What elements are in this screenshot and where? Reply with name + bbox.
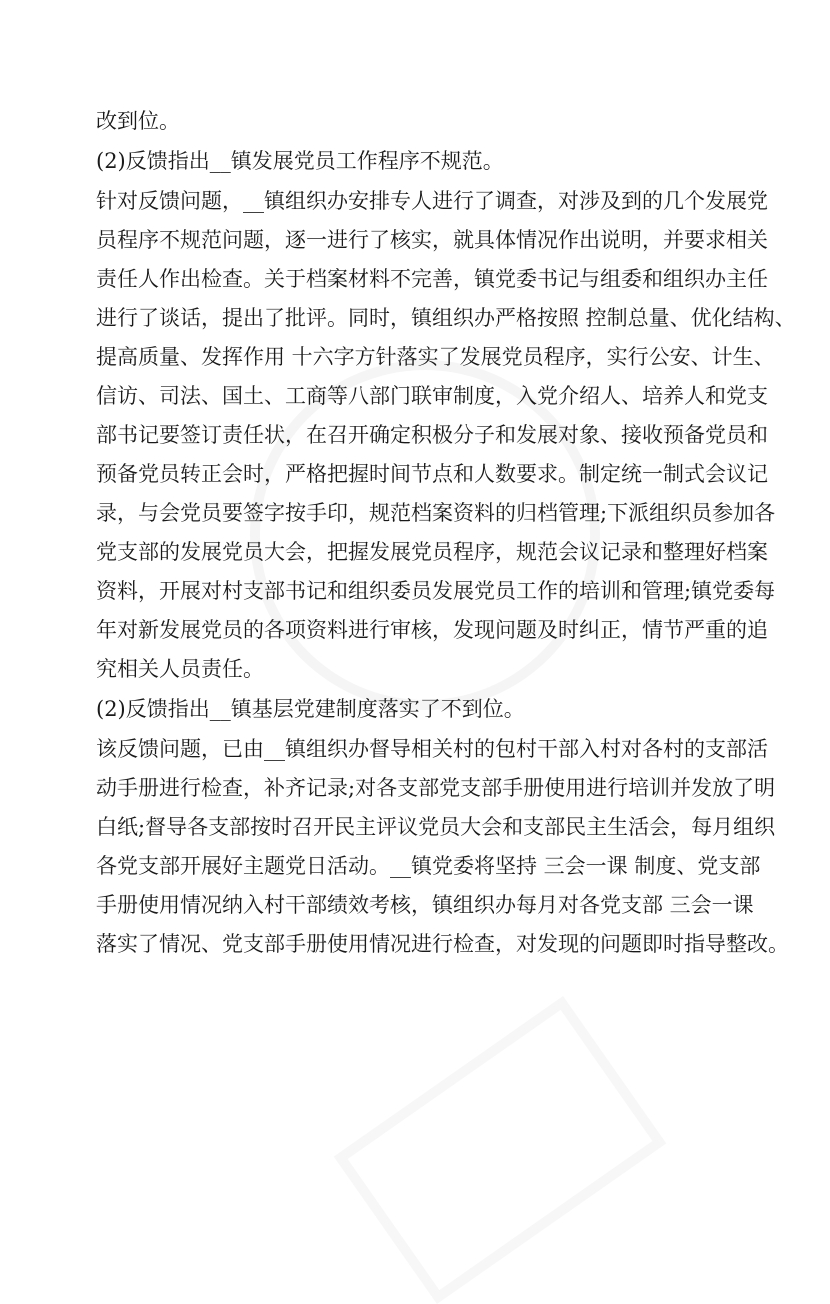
text-line: 责任人作出检查。关于档案材料不完善，镇党委书记与组委和组织办主任	[96, 267, 768, 291]
text-line: 针对反馈问题，__镇组织办安排专人进行了调查，对涉及到的几个发展党	[96, 189, 768, 213]
text-line: 落实了情况、党支部手册使用情况进行检查，对发现的问题即时指导整改。	[96, 932, 789, 956]
text-line: (2)反馈指出__镇发展党员工作程序不规范。	[96, 149, 504, 173]
text-line: (2)反馈指出__镇基层党建制度落实了不到位。	[96, 697, 525, 721]
text-line: 改到位。	[96, 109, 180, 133]
text-line: 进行了谈话，提出了批评。同时，镇组织办严格按照 控制总量、优化结构、	[96, 306, 796, 330]
text-line: 预备党员转正会时，严格把握时间节点和人数要求。制定统一制式会议记	[96, 462, 768, 486]
text-line: 手册使用情况纳入村干部绩效考核，镇组织办每月对各党支部 三会一课	[96, 893, 754, 917]
text-line: 各党支部开展好主题党日活动。__镇党委将坚持 三会一课 制度、党支部	[96, 854, 761, 878]
text-line: 部书记要签订责任状，在召开确定积极分子和发展对象、接收预备党员和	[96, 423, 768, 447]
text-line: 年对新发展党员的各项资料进行审核，发现问题及时纠正，情节严重的追	[96, 618, 768, 642]
text-line: 员程序不规范问题，逐一进行了核实，就具体情况作出说明，并要求相关	[96, 228, 768, 252]
text-line: 究相关人员责任。	[96, 657, 264, 681]
text-line: 党支部的发展党员大会，把握发展党员程序，规范会议记录和整理好档案	[96, 540, 768, 564]
text-line: 资料，开展对村支部书记和组织委员发展党员工作的培训和管理;镇党委每	[96, 579, 776, 603]
text-line: 动手册进行检查，补齐记录;对各支部党支部手册使用进行培训并发放了明	[96, 776, 776, 800]
text-line: 信访、司法、国土、工商等八部门联审制度，入党介绍人、培养人和党支	[96, 384, 768, 408]
text-line: 白纸;督导各支部按时召开民主评议党员大会和支部民主生活会，每月组织	[96, 815, 776, 839]
text-line: 录，与会党员要签字按手印，规范档案资料的归档管理;下派组织员参加各	[96, 501, 776, 525]
text-line: 该反馈问题，已由__镇组织办督导相关村的包村干部入村对各村的支部活	[96, 737, 768, 761]
watermark-seal-bottom	[334, 996, 667, 1304]
text-line: 提高质量、发挥作用 十六字方针落实了发展党员程序，实行公安、计生、	[96, 345, 775, 369]
